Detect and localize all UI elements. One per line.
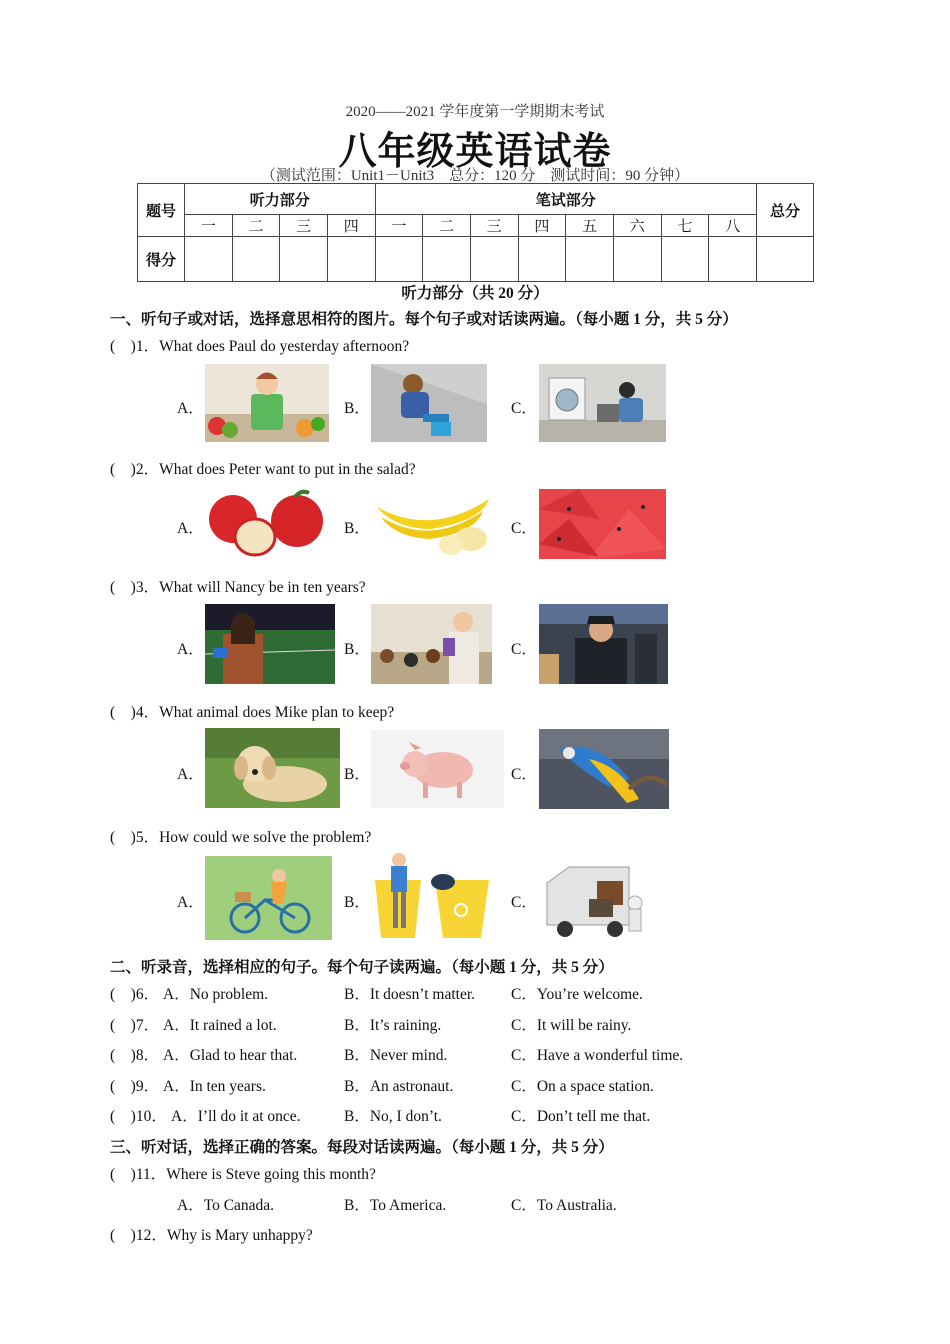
writing-col: 五 [566, 215, 614, 237]
option-letter-b: B． [344, 520, 370, 537]
question-number: ( )2． [110, 461, 160, 478]
picture-bananas [371, 489, 498, 559]
question-text: What does Paul do yesterday afternoon? [159, 338, 410, 355]
score-cell [757, 237, 814, 282]
picture-reporter [205, 604, 335, 684]
question-number: ( )5． [110, 829, 160, 846]
option-b: B．Never mind. [344, 1047, 448, 1064]
question-text: What will Nancy be in ten years? [159, 579, 366, 596]
option-b: B．No, I don’t. [344, 1108, 442, 1125]
option-letter-a: A． [177, 400, 204, 417]
laundry-image [539, 364, 666, 442]
option-a: A．I’ll do it at once. [171, 1108, 301, 1125]
watermelon-image [539, 489, 666, 559]
option-c: C．Have a wonderful time. [511, 1047, 684, 1064]
option-c: C．Don’t tell me that. [511, 1108, 651, 1125]
option-b: B．An astronaut. [344, 1078, 454, 1095]
question-text: Where is Steve going this month? [166, 1166, 376, 1183]
exam-range-line: （测试范围：Unit1－Unit3 总分：120 分 测试时间：90 分钟） [260, 168, 690, 184]
picture-moving-van [539, 853, 659, 940]
score-cell [375, 237, 423, 282]
score-cell [185, 237, 233, 282]
option-c: C．On a space station. [511, 1078, 654, 1095]
question-1 [110, 334, 409, 356]
section2-title: 二、听录音，选择相应的句子。每个句子读两遍。（每小题 1 分，共 5 分） [110, 959, 614, 976]
option-a: A．To Canada. [177, 1197, 275, 1214]
banana-image [371, 489, 498, 559]
writing-col: 三 [470, 215, 518, 237]
question-number: ( )10． [110, 1108, 167, 1125]
section3-title: 三、听对话，选择正确的答案。每段对话读两遍。（每小题 1 分，共 5 分） [110, 1139, 614, 1156]
question-3 [110, 575, 366, 597]
score-table [137, 183, 814, 282]
question-number: ( )1． [110, 338, 160, 355]
writing-part-label: 笔试部分 [375, 184, 756, 215]
option-a: A．No problem. [163, 986, 269, 1003]
exam-year-line: 2020——2021 学年度第一学期期末考试 [345, 104, 605, 120]
teacher-image [371, 604, 492, 684]
picture-watermelon [539, 489, 666, 559]
question-number: ( )3． [110, 579, 160, 596]
listening-col: 四 [327, 215, 375, 237]
option-letter-b: B． [344, 766, 370, 783]
question-11 [110, 1162, 376, 1184]
question-4 [110, 700, 394, 722]
option-b: B．It’s raining. [344, 1017, 442, 1034]
option-letter-c: C． [511, 766, 537, 783]
listening-col: 二 [232, 215, 280, 237]
option-letter-a: A． [177, 766, 204, 783]
option-c: C．It will be rainy. [511, 1017, 632, 1034]
question-12 [110, 1223, 313, 1245]
score-cell [423, 237, 471, 282]
listening-part-title: 听力部分（共 20 分） [401, 285, 549, 302]
picture-pig [371, 730, 504, 808]
option-a: A．It rained a lot. [163, 1017, 277, 1034]
question-5 [110, 825, 371, 847]
picture-boy-sweeping [371, 364, 487, 442]
option-letter-b: B． [344, 641, 370, 658]
parrot-image [539, 729, 669, 809]
option-letter-c: C． [511, 641, 537, 658]
total-score-label: 总分 [757, 184, 814, 237]
question-number: ( )9． [110, 1078, 160, 1095]
option-a: A．In ten years. [163, 1078, 266, 1095]
picture-parrot [539, 729, 669, 809]
score-cell [518, 237, 566, 282]
picture-teacher [371, 604, 492, 684]
score-cell [280, 237, 328, 282]
option-letter-a: A． [177, 520, 204, 537]
picture-dog [205, 728, 340, 808]
option-letter-a: A． [177, 894, 204, 911]
option-c: C．You’re welcome. [511, 986, 643, 1003]
question-2 [110, 457, 416, 479]
option-letter-c: C． [511, 400, 537, 417]
listening-part-label: 听力部分 [185, 184, 376, 215]
option-letter-a: A． [177, 641, 204, 658]
score-cell [709, 237, 757, 282]
recycling-image [371, 852, 495, 940]
writing-col: 八 [709, 215, 757, 237]
picture-apples [205, 489, 329, 559]
q-number-label: 题号 [138, 184, 185, 237]
writing-col: 一 [375, 215, 423, 237]
option-letter-c: C． [511, 894, 537, 911]
writing-col: 四 [518, 215, 566, 237]
question-text: What animal does Mike plan to keep? [159, 704, 395, 721]
cooking-image [205, 364, 329, 442]
score-cell [470, 237, 518, 282]
question-number: ( )11． [110, 1166, 167, 1183]
option-letter-c: C． [511, 520, 537, 537]
listening-col: 一 [185, 215, 233, 237]
option-a: A．Glad to hear that. [163, 1047, 298, 1064]
option-b: B．To America. [344, 1197, 447, 1214]
writing-col: 七 [661, 215, 709, 237]
exam-title: 八年级英语试卷 [338, 131, 612, 173]
question-number: ( )4． [110, 704, 160, 721]
option-b: B．It doesn’t matter. [344, 986, 476, 1003]
listening-col: 三 [280, 215, 328, 237]
score-cell [232, 237, 280, 282]
police-image [539, 604, 668, 684]
option-letter-b: B． [344, 894, 370, 911]
dog-image [205, 728, 340, 808]
picture-police-officer [539, 604, 668, 684]
score-cell [661, 237, 709, 282]
option-c: C．To Australia. [511, 1197, 617, 1214]
question-text: Why is Mary unhappy? [166, 1227, 313, 1244]
score-cell [327, 237, 375, 282]
van-image [539, 853, 659, 940]
score-cell [566, 237, 614, 282]
option-letter-b: B． [344, 400, 370, 417]
question-text: What does Peter want to put in the salad? [159, 461, 416, 478]
question-text: How could we solve the problem? [159, 829, 372, 846]
question-number: ( )8． [110, 1047, 160, 1064]
picture-recycling [371, 852, 495, 940]
question-number: ( )7． [110, 1017, 160, 1034]
question-number: ( )6． [110, 986, 160, 1003]
writing-col: 二 [423, 215, 471, 237]
pig-image [371, 730, 504, 808]
picture-boy-cooking [205, 364, 329, 442]
writing-col: 六 [613, 215, 661, 237]
picture-cycling [205, 856, 332, 940]
score-row-label: 得分 [138, 237, 185, 282]
picture-man-laundry [539, 364, 666, 442]
section1-title: 一、听句子或对话，选择意思相符的图片。每个句子或对话读两遍。（每小题 1 分，共 5 分） [110, 311, 738, 328]
apple-image [205, 489, 329, 559]
reporter-image [205, 604, 335, 684]
cycling-image [205, 856, 332, 940]
question-number: ( )12． [110, 1227, 167, 1244]
score-cell [613, 237, 661, 282]
sweeping-image [371, 364, 487, 442]
